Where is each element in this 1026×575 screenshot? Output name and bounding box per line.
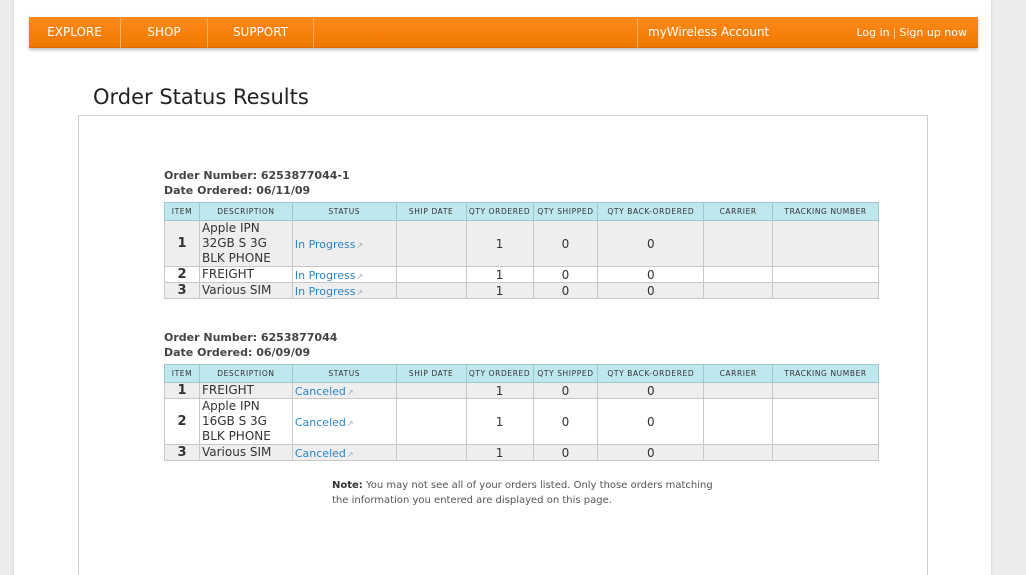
item-status (292, 399, 396, 445)
tracking-number (773, 445, 879, 461)
description-line: BLK PHONE (201, 429, 271, 443)
carrier (704, 383, 773, 399)
qty-ordered: 1 (466, 399, 533, 445)
qty-shipped: 0 (533, 383, 598, 399)
qty-ordered: 1 (466, 283, 533, 299)
column-header: STATUS (292, 365, 396, 383)
description-line: Apple IPN (201, 221, 260, 235)
ship-date (396, 383, 466, 399)
qty-shipped: 0 (533, 221, 598, 267)
description-line: Apple IPN (201, 399, 260, 413)
qty-back-ordered: 0 (598, 383, 704, 399)
external-link-icon[interactable]: ↗ (346, 418, 354, 428)
qty-ordered: 1 (466, 445, 533, 461)
qty-shipped: 0 (533, 267, 598, 283)
table-row (165, 399, 879, 445)
external-link-icon[interactable]: ↗ (356, 271, 364, 281)
column-header: STATUS (292, 203, 396, 221)
qty-ordered: 1 (466, 221, 533, 267)
item-number: 2 (165, 399, 200, 445)
status-link[interactable]: Canceled (294, 384, 346, 398)
tracking-number (773, 221, 879, 267)
description-line: BLK PHONE (201, 251, 271, 265)
status-link[interactable]: In Progress (294, 268, 356, 282)
nav-auth-links (856, 26, 978, 39)
table-row (165, 221, 879, 267)
description-line: FREIGHT (201, 267, 254, 281)
orders-note (332, 478, 722, 508)
column-header: ITEM (165, 203, 200, 221)
column-header: QTY SHIPPED (533, 365, 598, 383)
note-text: You may not see all of your orders listed. Only those orders matching the information you entered are displayed on this page. (332, 480, 713, 506)
column-header: QTY SHIPPED (533, 203, 598, 221)
carrier (704, 445, 773, 461)
item-description (199, 267, 292, 283)
nav-spacer (314, 17, 638, 48)
qty-back-ordered: 0 (598, 283, 704, 299)
qty-back-ordered: 0 (598, 445, 704, 461)
description-line: FREIGHT (201, 383, 254, 397)
column-header: TRACKING NUMBER (773, 365, 879, 383)
external-link-icon[interactable]: ↗ (356, 287, 364, 297)
carrier (704, 267, 773, 283)
ship-date (396, 445, 466, 461)
external-link-icon[interactable]: ↗ (356, 240, 364, 250)
external-link-icon[interactable]: ↗ (346, 449, 354, 459)
nav-mywireless-account[interactable]: myWireless Account (648, 24, 770, 39)
column-header: TRACKING NUMBER (773, 203, 879, 221)
item-description (199, 283, 292, 299)
item-status (292, 283, 396, 299)
item-number: 1 (165, 383, 200, 399)
tracking-number (773, 283, 879, 299)
nav-explore[interactable]: EXPLORE (29, 17, 121, 48)
external-link-icon[interactable]: ↗ (346, 387, 354, 397)
column-header: DESCRIPTION (199, 203, 292, 221)
table-row (165, 267, 879, 283)
auth-separator: | (892, 25, 897, 39)
item-description (199, 445, 292, 461)
status-link[interactable]: Canceled (294, 446, 346, 460)
table-header-row (165, 203, 879, 221)
description-line: 16GB S 3G (201, 414, 267, 428)
column-header: QTY ORDERED (466, 203, 533, 221)
description-line: Various SIM (201, 283, 272, 297)
status-link[interactable]: In Progress (294, 284, 356, 298)
item-status (292, 383, 396, 399)
order-number: Order Number: 6253877044-1 (164, 169, 350, 182)
column-header: QTY ORDERED (466, 365, 533, 383)
qty-back-ordered: 0 (598, 399, 704, 445)
qty-shipped: 0 (533, 283, 598, 299)
ship-date (396, 267, 466, 283)
nav-shop[interactable]: SHOP (121, 17, 208, 48)
order-number: Order Number: 6253877044 (164, 331, 338, 344)
carrier (704, 283, 773, 299)
table-row (165, 445, 879, 461)
top-nav-bar (29, 17, 978, 48)
qty-back-ordered: 0 (598, 221, 704, 267)
login-link[interactable]: Log in (856, 25, 890, 39)
qty-shipped: 0 (533, 445, 598, 461)
qty-ordered: 1 (466, 267, 533, 283)
order-items-table (164, 364, 879, 461)
column-header: SHIP DATE (396, 203, 466, 221)
item-description (199, 221, 292, 267)
ship-date (396, 283, 466, 299)
item-number: 3 (165, 445, 200, 461)
item-status (292, 267, 396, 283)
column-header: SHIP DATE (396, 365, 466, 383)
status-link[interactable]: In Progress (294, 237, 356, 251)
tracking-number (773, 383, 879, 399)
item-number: 2 (165, 267, 200, 283)
column-header: QTY BACK-ORDERED (598, 203, 704, 221)
column-header: CARRIER (704, 365, 773, 383)
column-header: QTY BACK-ORDERED (598, 365, 704, 383)
nav-support[interactable]: SUPPORT (208, 17, 314, 48)
ship-date (396, 221, 466, 267)
order-date: Date Ordered: 06/11/09 (164, 184, 311, 197)
order-date: Date Ordered: 06/09/09 (164, 346, 311, 359)
item-description (199, 383, 292, 399)
qty-ordered: 1 (466, 383, 533, 399)
status-link[interactable]: Canceled (294, 415, 346, 429)
tracking-number (773, 267, 879, 283)
item-status (292, 445, 396, 461)
order-items-table (164, 202, 879, 299)
table-row (165, 283, 879, 299)
item-status (292, 221, 396, 267)
order-block (164, 330, 879, 461)
table-row (165, 383, 879, 399)
page-title: Order Status Results (93, 85, 309, 109)
tracking-number (773, 399, 879, 445)
column-header: CARRIER (704, 203, 773, 221)
column-header: ITEM (165, 365, 200, 383)
signup-link[interactable]: Sign up now (899, 25, 967, 39)
item-number: 3 (165, 283, 200, 299)
description-line: Various SIM (201, 445, 272, 459)
order-block (164, 168, 879, 299)
carrier (704, 221, 773, 267)
item-description (199, 399, 292, 445)
table-header-row (165, 365, 879, 383)
column-header: DESCRIPTION (199, 365, 292, 383)
qty-back-ordered: 0 (598, 267, 704, 283)
description-line: 32GB S 3G (201, 236, 267, 250)
note-label: Note: (332, 480, 363, 491)
qty-shipped: 0 (533, 399, 598, 445)
ship-date (396, 399, 466, 445)
item-number: 1 (165, 221, 200, 267)
carrier (704, 399, 773, 445)
